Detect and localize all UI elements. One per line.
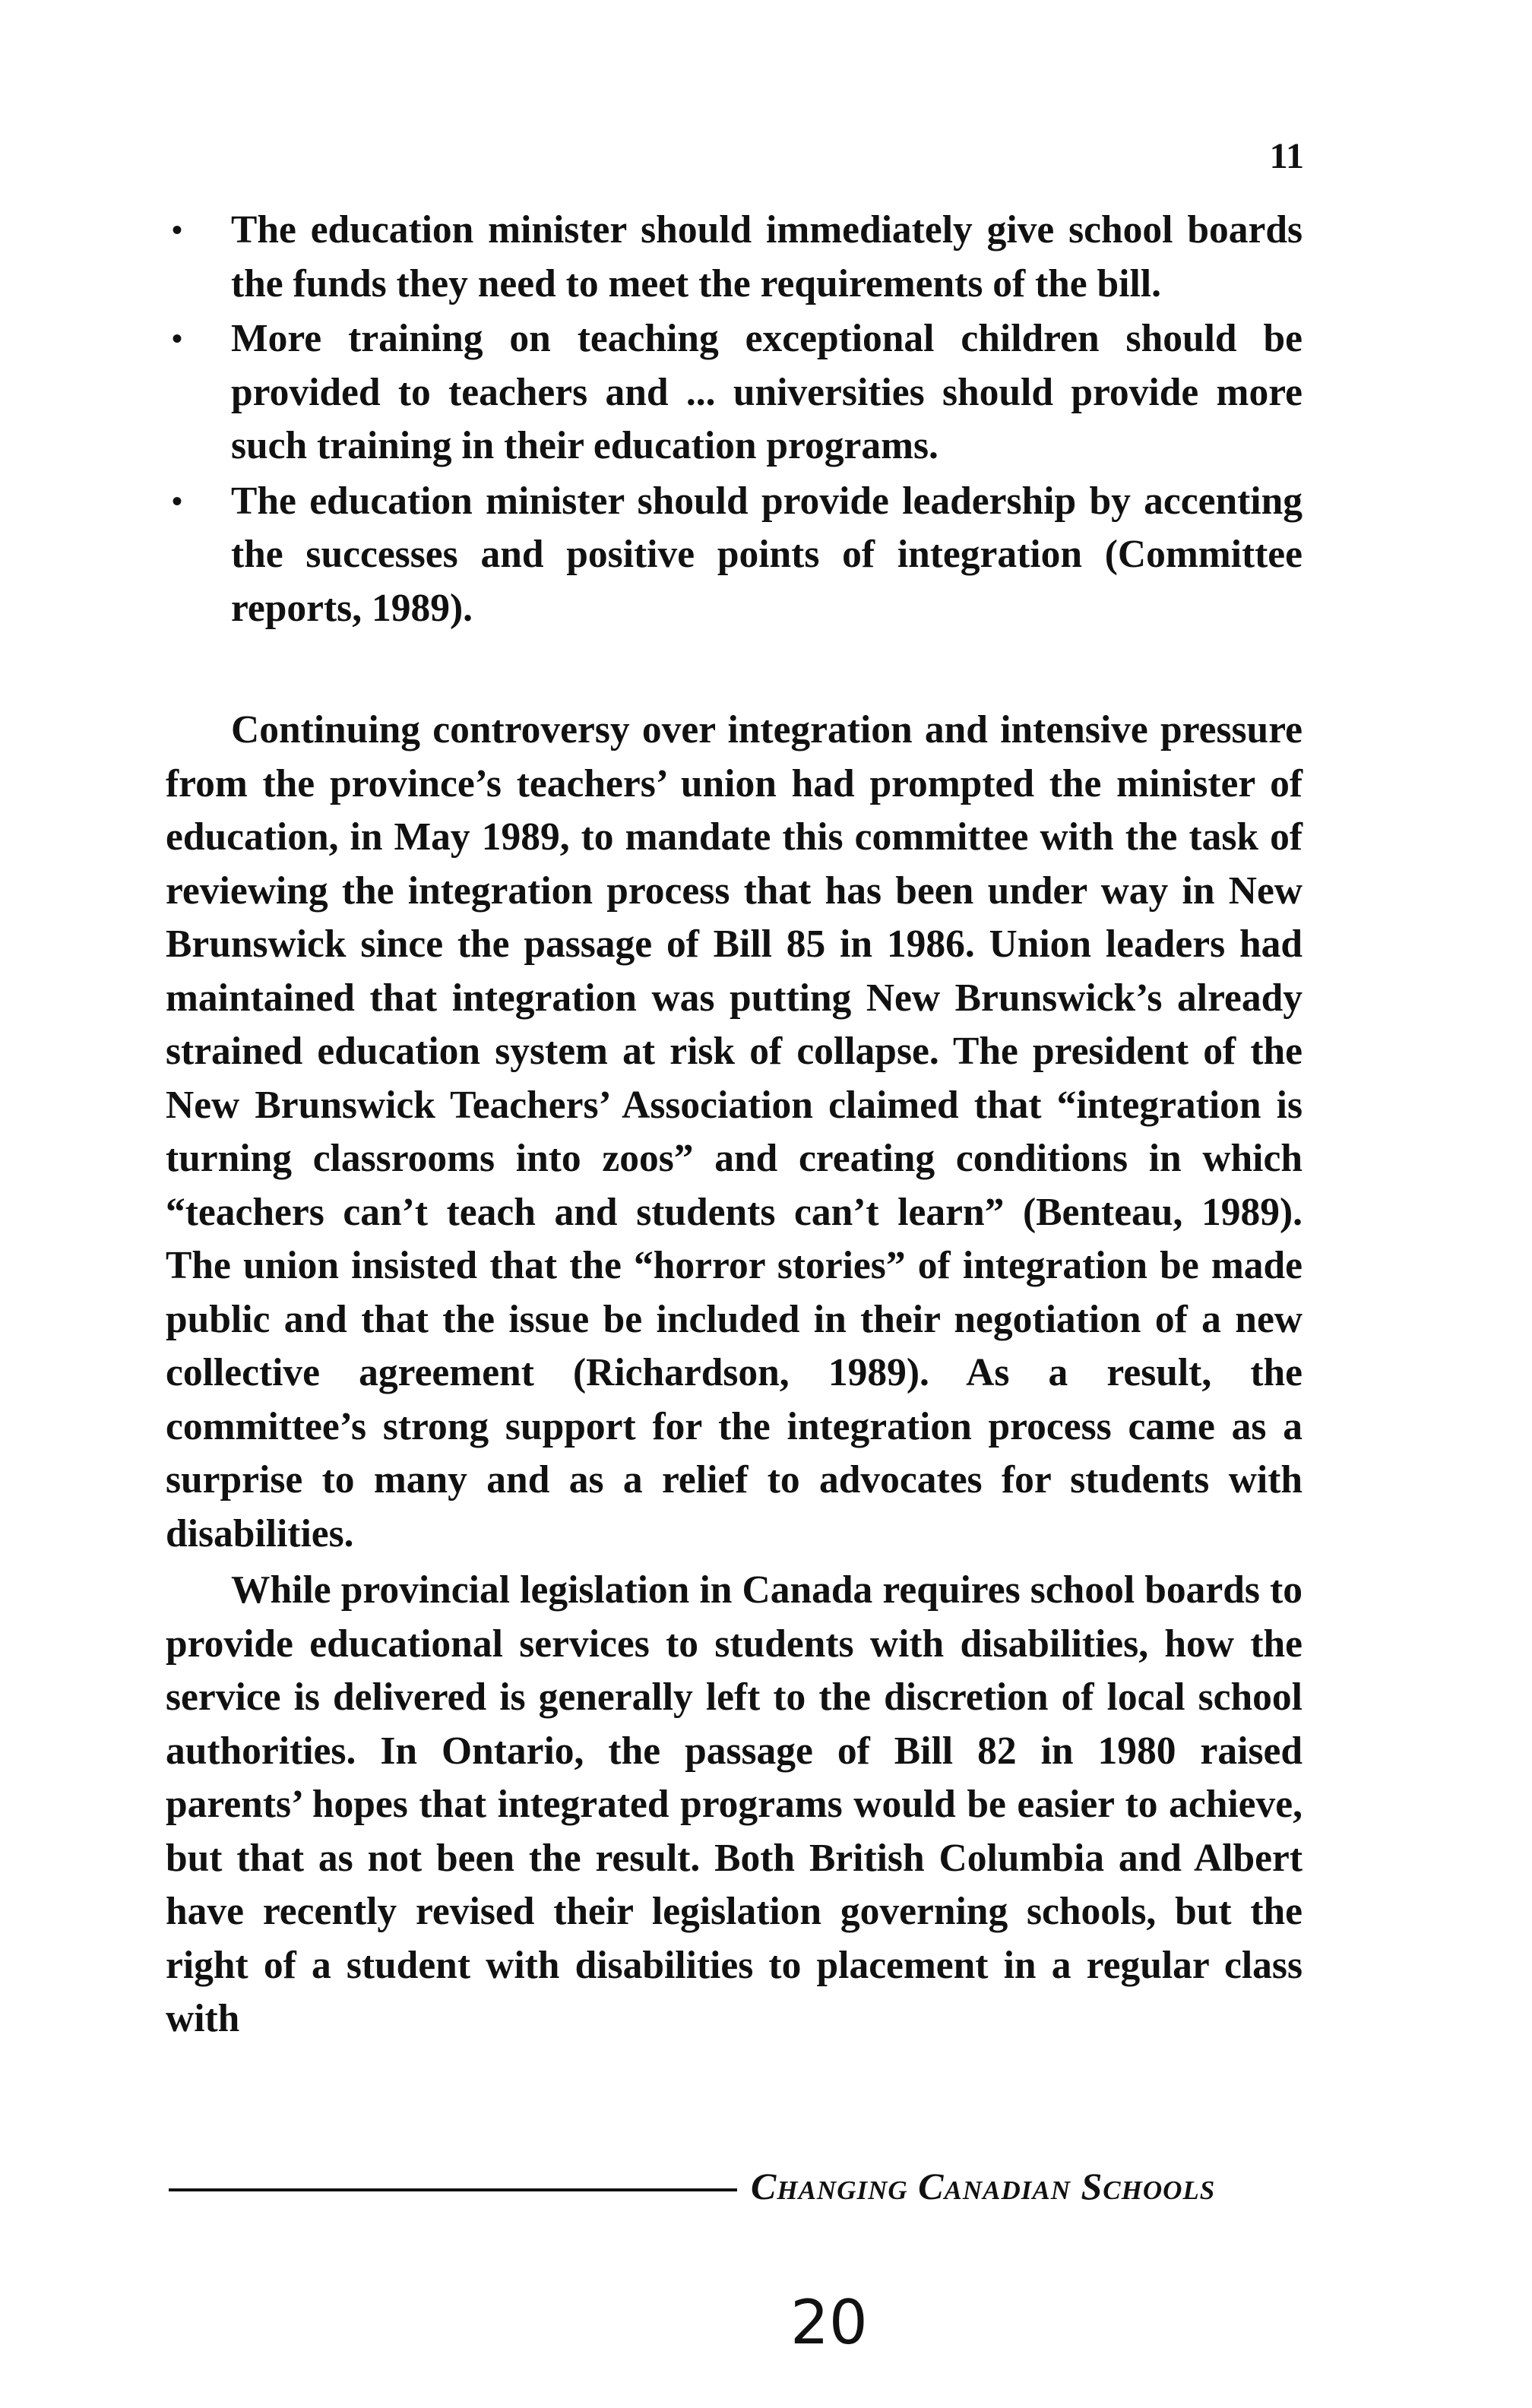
body-paragraph: While provincial legislation in Canada requires school boards to provide educational services to students with disabilities, how the service is delivered is generally left to the discretion of local school authorities. In Ontario, the passage of Bill 82 in 1980 raised parents’ hopes that integrated programs would be easier to achieve, but that as not been the result. Both British Columbia and Albert have recently revised their legislation governing schools, but the right of a student with disabilities to placement in a regular class with [166,1568,1303,2040]
recommendation-list [166,204,1303,635]
bullet-icon: • [172,483,183,518]
bullet-icon: • [172,213,183,247]
footer-rule [169,2188,737,2191]
bullet-icon: • [172,321,183,356]
page-number: 11 [1269,136,1304,176]
list-item [166,312,1303,473]
list-item [166,204,1303,311]
body-paragraph: Continuing controversy over integration and intensive pressure from the province’s teachers’ union had prompted the minister of education, in May 1989, to mandate this committee with the task of reviewing the integration process that has been under way in New Brunswick since the passage of Bill 85 in 1986. Union leaders had maintained that integration was putting New Brunswick’s already strained education system at risk of collapse. The president of the New Brunswick Teachers’ Association claimed that “integration is turning classrooms into zoos” and creating conditions in which “teachers can’t teach and students can’t learn” (Benteau, 1989). The union insisted that the “horror stories” of integration be made public and that the issue be included in their negotiation of a new collective agreement (Richardson, 1989). As a result, the committee’s strong support for the integration process came as a surprise to many and as a relief to advocates for students with disabilities. [166,708,1303,1555]
page-body [166,204,1303,2046]
list-item [166,475,1303,636]
list-item-text: The education minister should immediately give school boards the funds they need to meet the requirements of the bill. [231,208,1303,305]
list-item-text: More training on teaching exceptional children should be provided to teachers and ... universities should provide more such training in their education programs. [231,317,1303,467]
list-item-text: The education minister should provide leadership by accenting the successes and positive points of integration (Committee reports, 1989). [231,479,1303,630]
folio-number: 20 [790,2287,868,2358]
running-footer-title: Changing Canadian Schools [751,2165,1216,2207]
